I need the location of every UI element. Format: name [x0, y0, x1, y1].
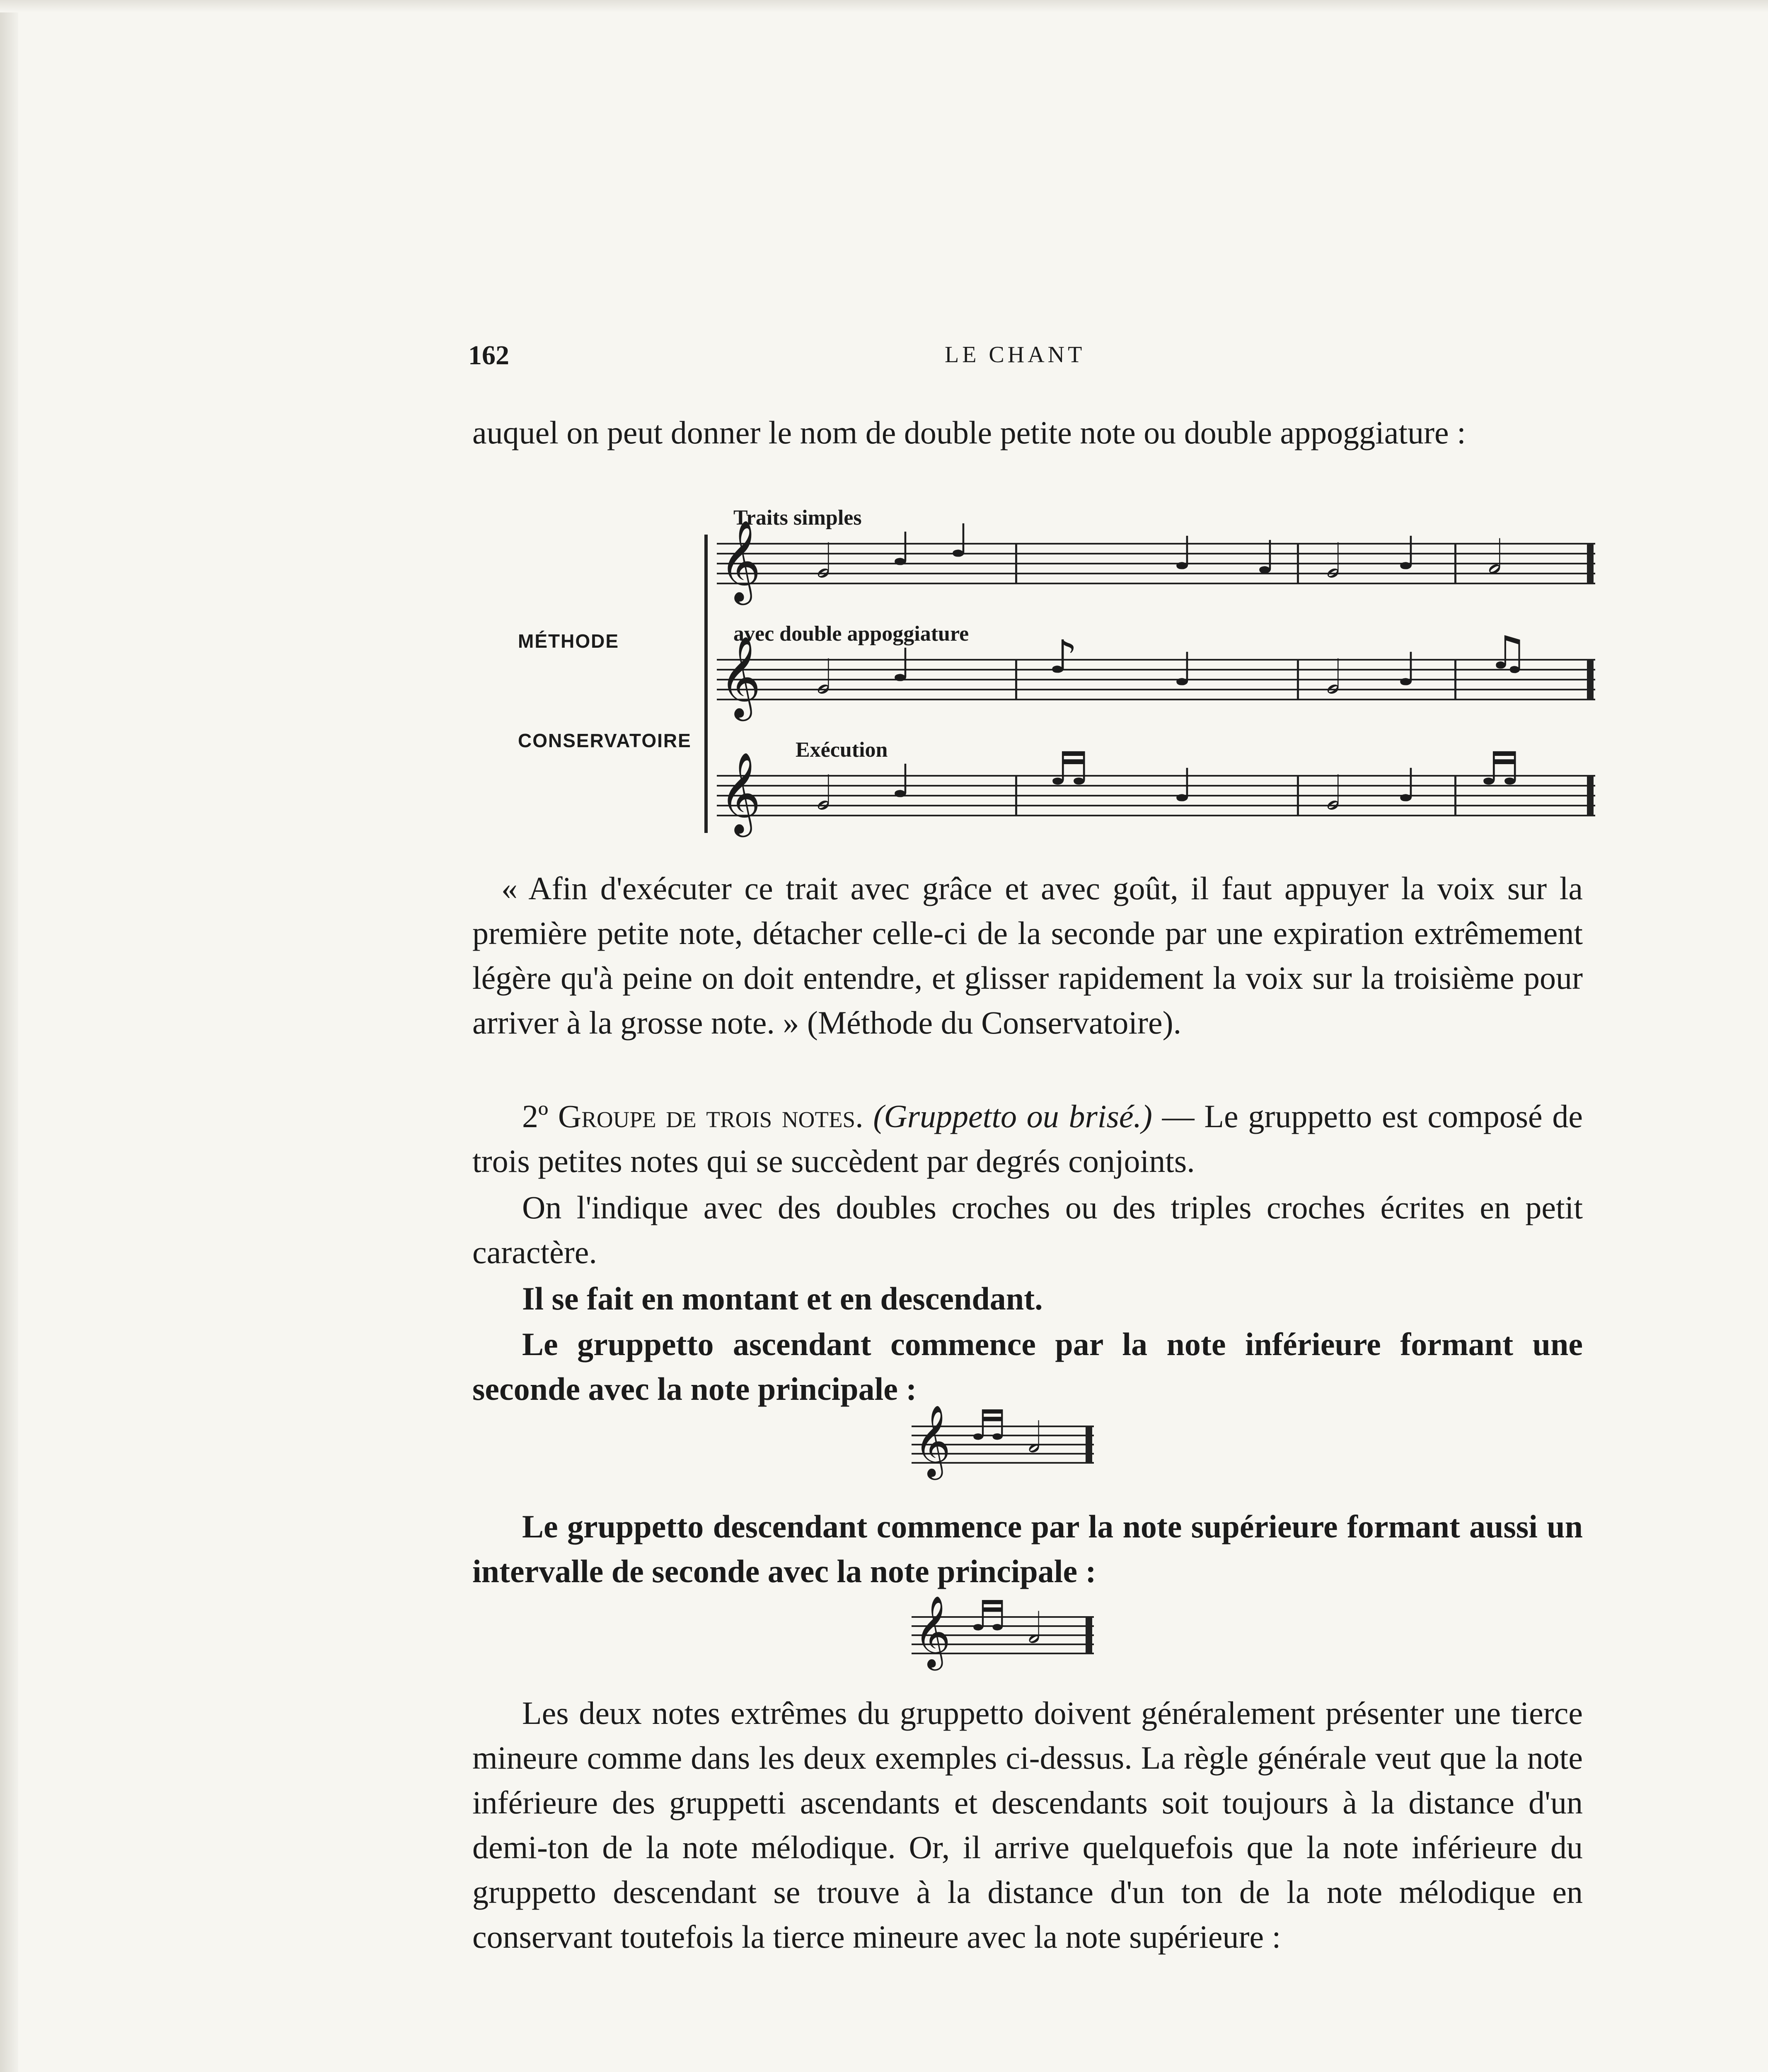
note-icon: 𝅗𝅥 — [1487, 531, 1502, 584]
section-2-text: — Le gruppetto est composé de trois petites notes qui se succèdent par degrés conjoints. — [472, 1098, 1583, 1179]
note-icon: 𝅗𝅥 — [1326, 535, 1340, 588]
note-icon: ♩ — [1396, 643, 1418, 696]
staff-caption-traits-simples: Traits simples — [733, 506, 862, 530]
section-2-paragraph — [472, 1094, 1583, 1184]
final-barline — [1587, 775, 1594, 816]
montant-paragraph: Il se fait en montant et en descendant. — [522, 1280, 1043, 1317]
ascendant-paragraph: Le gruppetto ascendant commence par la note inférieure formant une seconde avec la note principale : — [472, 1326, 1583, 1407]
quote-paragraph: « Afin d'exécuter ce trait avec grâce et avec goût, il faut appuyer la voix sur la première petite note, détacher celle-ci de la seconde par une expiration extrêmement légère qu'à peine on doit entendre, et glisser rapidement la voix sur la troisième pour arriver à la grosse note. » (Méthode du Conservatoire). — [472, 870, 1583, 1041]
note-icon: ♩ — [1396, 759, 1418, 812]
barline — [1454, 543, 1456, 584]
gruppetto-ascendant-example — [912, 1401, 1094, 1477]
indique-paragraph: On l'indique avec des doubles croches ou des triples croches écrites en petit caractère. — [472, 1189, 1583, 1270]
note-icon: ♩ — [891, 523, 912, 576]
music-example-1 — [472, 497, 1583, 862]
note-icon: ♩ — [891, 755, 912, 808]
page-number: 162 — [468, 340, 509, 370]
note-icon: ♩ — [891, 639, 912, 692]
running-head: LE CHANT — [945, 342, 1086, 368]
treble-clef-icon: 𝄞 — [719, 752, 761, 834]
note-icon: ♩ — [1255, 531, 1277, 584]
side-label-methode: MÉTHODE — [518, 630, 619, 652]
barline — [1297, 775, 1299, 816]
final-barline — [1587, 543, 1594, 584]
note-icon: ♩ — [1173, 527, 1194, 580]
note-icon: ♩ — [949, 514, 970, 567]
note-icon: 𝅗𝅥 — [1326, 651, 1340, 704]
gruppetto-descendant-example — [912, 1592, 1094, 1668]
note-icon: ♩ — [1173, 643, 1194, 696]
page-header — [468, 340, 1587, 381]
note-icon: ♩ — [1173, 759, 1194, 812]
barline — [1015, 659, 1017, 700]
staff-brace — [704, 535, 708, 833]
staff-caption-execution: Exécution — [796, 738, 888, 762]
section-2-heading-paren: (Gruppetto ou brisé.) — [873, 1098, 1152, 1134]
section-2-heading: 2º Groupe de trois notes. — [522, 1098, 863, 1134]
page-top-edge — [0, 0, 1768, 12]
page-edge — [0, 0, 18, 2072]
barline — [1297, 659, 1299, 700]
note-icon: ♬ — [1479, 742, 1520, 795]
descendant-paragraph: Le gruppetto descendant commence par la note supérieure formant aussi un intervalle de seconde avec la note principale : — [472, 1508, 1583, 1589]
barline — [1015, 775, 1017, 816]
note-icon: 𝅗𝅥 — [1028, 1604, 1041, 1653]
barline — [1454, 775, 1456, 816]
note-icon: 𝅗𝅥 — [816, 651, 831, 704]
barline — [1015, 543, 1017, 584]
note-icon: ♫ — [1487, 626, 1529, 679]
treble-clef-icon: 𝄞 — [914, 1595, 951, 1668]
intro-paragraph: auquel on peut donner le nom de double petite note ou double appoggiature : — [472, 414, 1466, 450]
final-barline — [1086, 1616, 1092, 1654]
note-icon: ♬ — [970, 1592, 1007, 1640]
note-icon: 𝅗𝅥 — [1028, 1414, 1041, 1462]
final-barline — [1587, 659, 1594, 700]
note-icon: 𝅗𝅥 — [816, 535, 831, 588]
note-icon: ♬ — [1048, 742, 1089, 795]
final-barline — [1086, 1426, 1092, 1464]
note-icon: 𝅗𝅥 — [1326, 767, 1340, 820]
note-icon: ♩ — [1396, 527, 1418, 580]
treble-clef-icon: 𝄞 — [719, 520, 761, 602]
barline — [1454, 659, 1456, 700]
note-icon: ♬ — [970, 1401, 1007, 1450]
treble-clef-icon: 𝄞 — [914, 1405, 951, 1477]
extremes-paragraph: Les deux notes extrêmes du gruppetto doivent généralement présenter une tierce mineure comme dans les deux exemples ci-dessus. La règle générale veut que la note inférieure des gruppetti ascendants et descendants soit toujours à la distance d'un demi-ton de la note mélodique. Or, il arrive quelquefois que la note inférieure du gruppetto descendant se trouve à la distance d'un ton de la note mélodique en conservant toutefois la tierce mineure avec la note supérieure : — [472, 1695, 1583, 1955]
treble-clef-icon: 𝄞 — [719, 636, 761, 718]
barline — [1297, 543, 1299, 584]
note-icon: 𝅗𝅥 — [816, 767, 831, 820]
staff-caption-double-appoggiature: avec double appoggiature — [733, 622, 969, 646]
note-icon: ♪ — [1048, 630, 1078, 683]
side-label-conservatoire: CONSERVATOIRE — [518, 730, 692, 751]
